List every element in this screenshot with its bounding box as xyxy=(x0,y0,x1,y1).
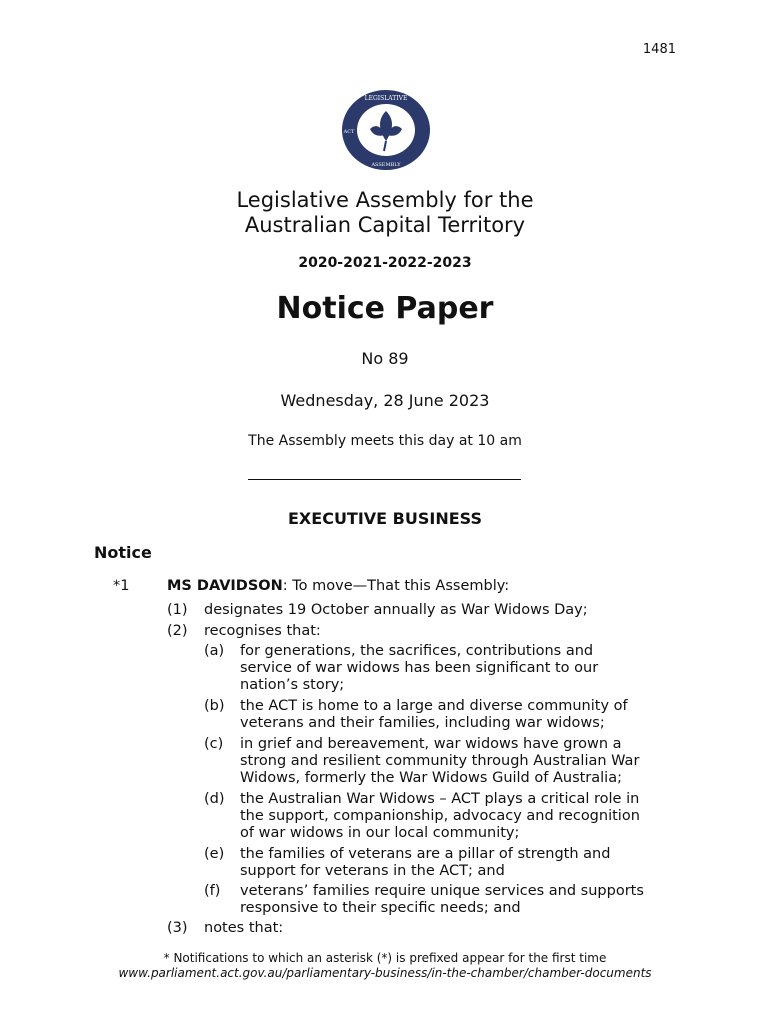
footer-url[interactable]: www.parliament.act.gov.au/parliamentary-business/in-the-chamber/chamber-documents xyxy=(118,966,652,980)
motion-line xyxy=(167,578,509,595)
subitem-text: veterans’ families require unique services and supports xyxy=(240,883,644,899)
assembly-years: 2020-2021-2022-2023 xyxy=(298,255,472,271)
document-title-line1: Legislative Assembly for the xyxy=(236,188,534,212)
item-label: (3) xyxy=(167,920,188,936)
subitem-label: (e) xyxy=(204,846,225,862)
document-title-line2: Australian Capital Territory xyxy=(244,213,526,237)
subitem-text: Widows, formerly the War Widows Guild of Australia; xyxy=(240,770,622,786)
subitem-text: veterans and their families, including war widows; xyxy=(240,715,605,731)
crest-text-bottom: ASSEMBLY xyxy=(371,162,401,168)
subitem-text: responsive to their specific needs; and xyxy=(240,900,521,916)
assembly-crest-logo xyxy=(340,89,432,171)
subitem-label: (c) xyxy=(204,736,224,752)
subitem-text: the support, companionship, advocacy and recognition xyxy=(240,808,640,824)
subitem-text: strong and resilient community through Australian War xyxy=(240,753,640,769)
meeting-time: The Assembly meets this day at 10 am xyxy=(248,433,522,449)
subitem-text: service of war widows has been significant to our xyxy=(240,660,599,676)
subitem-text: the ACT is home to a large and diverse community of xyxy=(240,698,628,714)
subitem-label: (d) xyxy=(204,791,225,807)
subitem-text: support for veterans in the ACT; and xyxy=(240,863,505,879)
page-number: 1481 xyxy=(642,42,676,57)
crest-text-left: ACT xyxy=(343,129,355,135)
notice-marker: *1 xyxy=(113,578,130,594)
subitem-text: of war widows in our local community; xyxy=(240,825,520,841)
subitem-text: in grief and bereavement, war widows have grown a xyxy=(240,736,622,752)
paper-number: No 89 xyxy=(361,349,409,368)
paper-date: Wednesday, 28 June 2023 xyxy=(280,391,490,410)
subitem-label: (f) xyxy=(204,883,221,899)
subitem-label: (b) xyxy=(204,698,225,714)
footer-note: * Notifications to which an asterisk (*) is prefixed appear for the first time xyxy=(163,951,607,965)
subitem-text: the families of veterans are a pillar of strength and xyxy=(240,846,611,862)
section-title: EXECUTIVE BUSINESS xyxy=(288,509,482,528)
subitem-text: the Australian War Widows – ACT plays a critical role in xyxy=(240,791,640,807)
crest-text-top: LEGISLATIVE xyxy=(364,95,408,102)
motion-text: : To move—That this Assembly: xyxy=(282,578,510,594)
item-text: designates 19 October annually as War Widows Day; xyxy=(204,602,588,618)
item-text: recognises that: xyxy=(204,623,321,639)
item-text: notes that: xyxy=(204,920,284,936)
subitem-text: for generations, the sacrifices, contributions and xyxy=(240,643,594,659)
subitem-label: (a) xyxy=(204,643,225,659)
mover-name: MS DAVIDSON xyxy=(167,578,283,594)
item-label: (1) xyxy=(167,602,188,618)
subitem-text: nation’s story; xyxy=(240,677,345,693)
divider xyxy=(248,479,521,480)
item-label: (2) xyxy=(167,623,188,639)
paper-title: Notice Paper xyxy=(276,291,494,326)
notice-heading: Notice xyxy=(94,543,152,562)
